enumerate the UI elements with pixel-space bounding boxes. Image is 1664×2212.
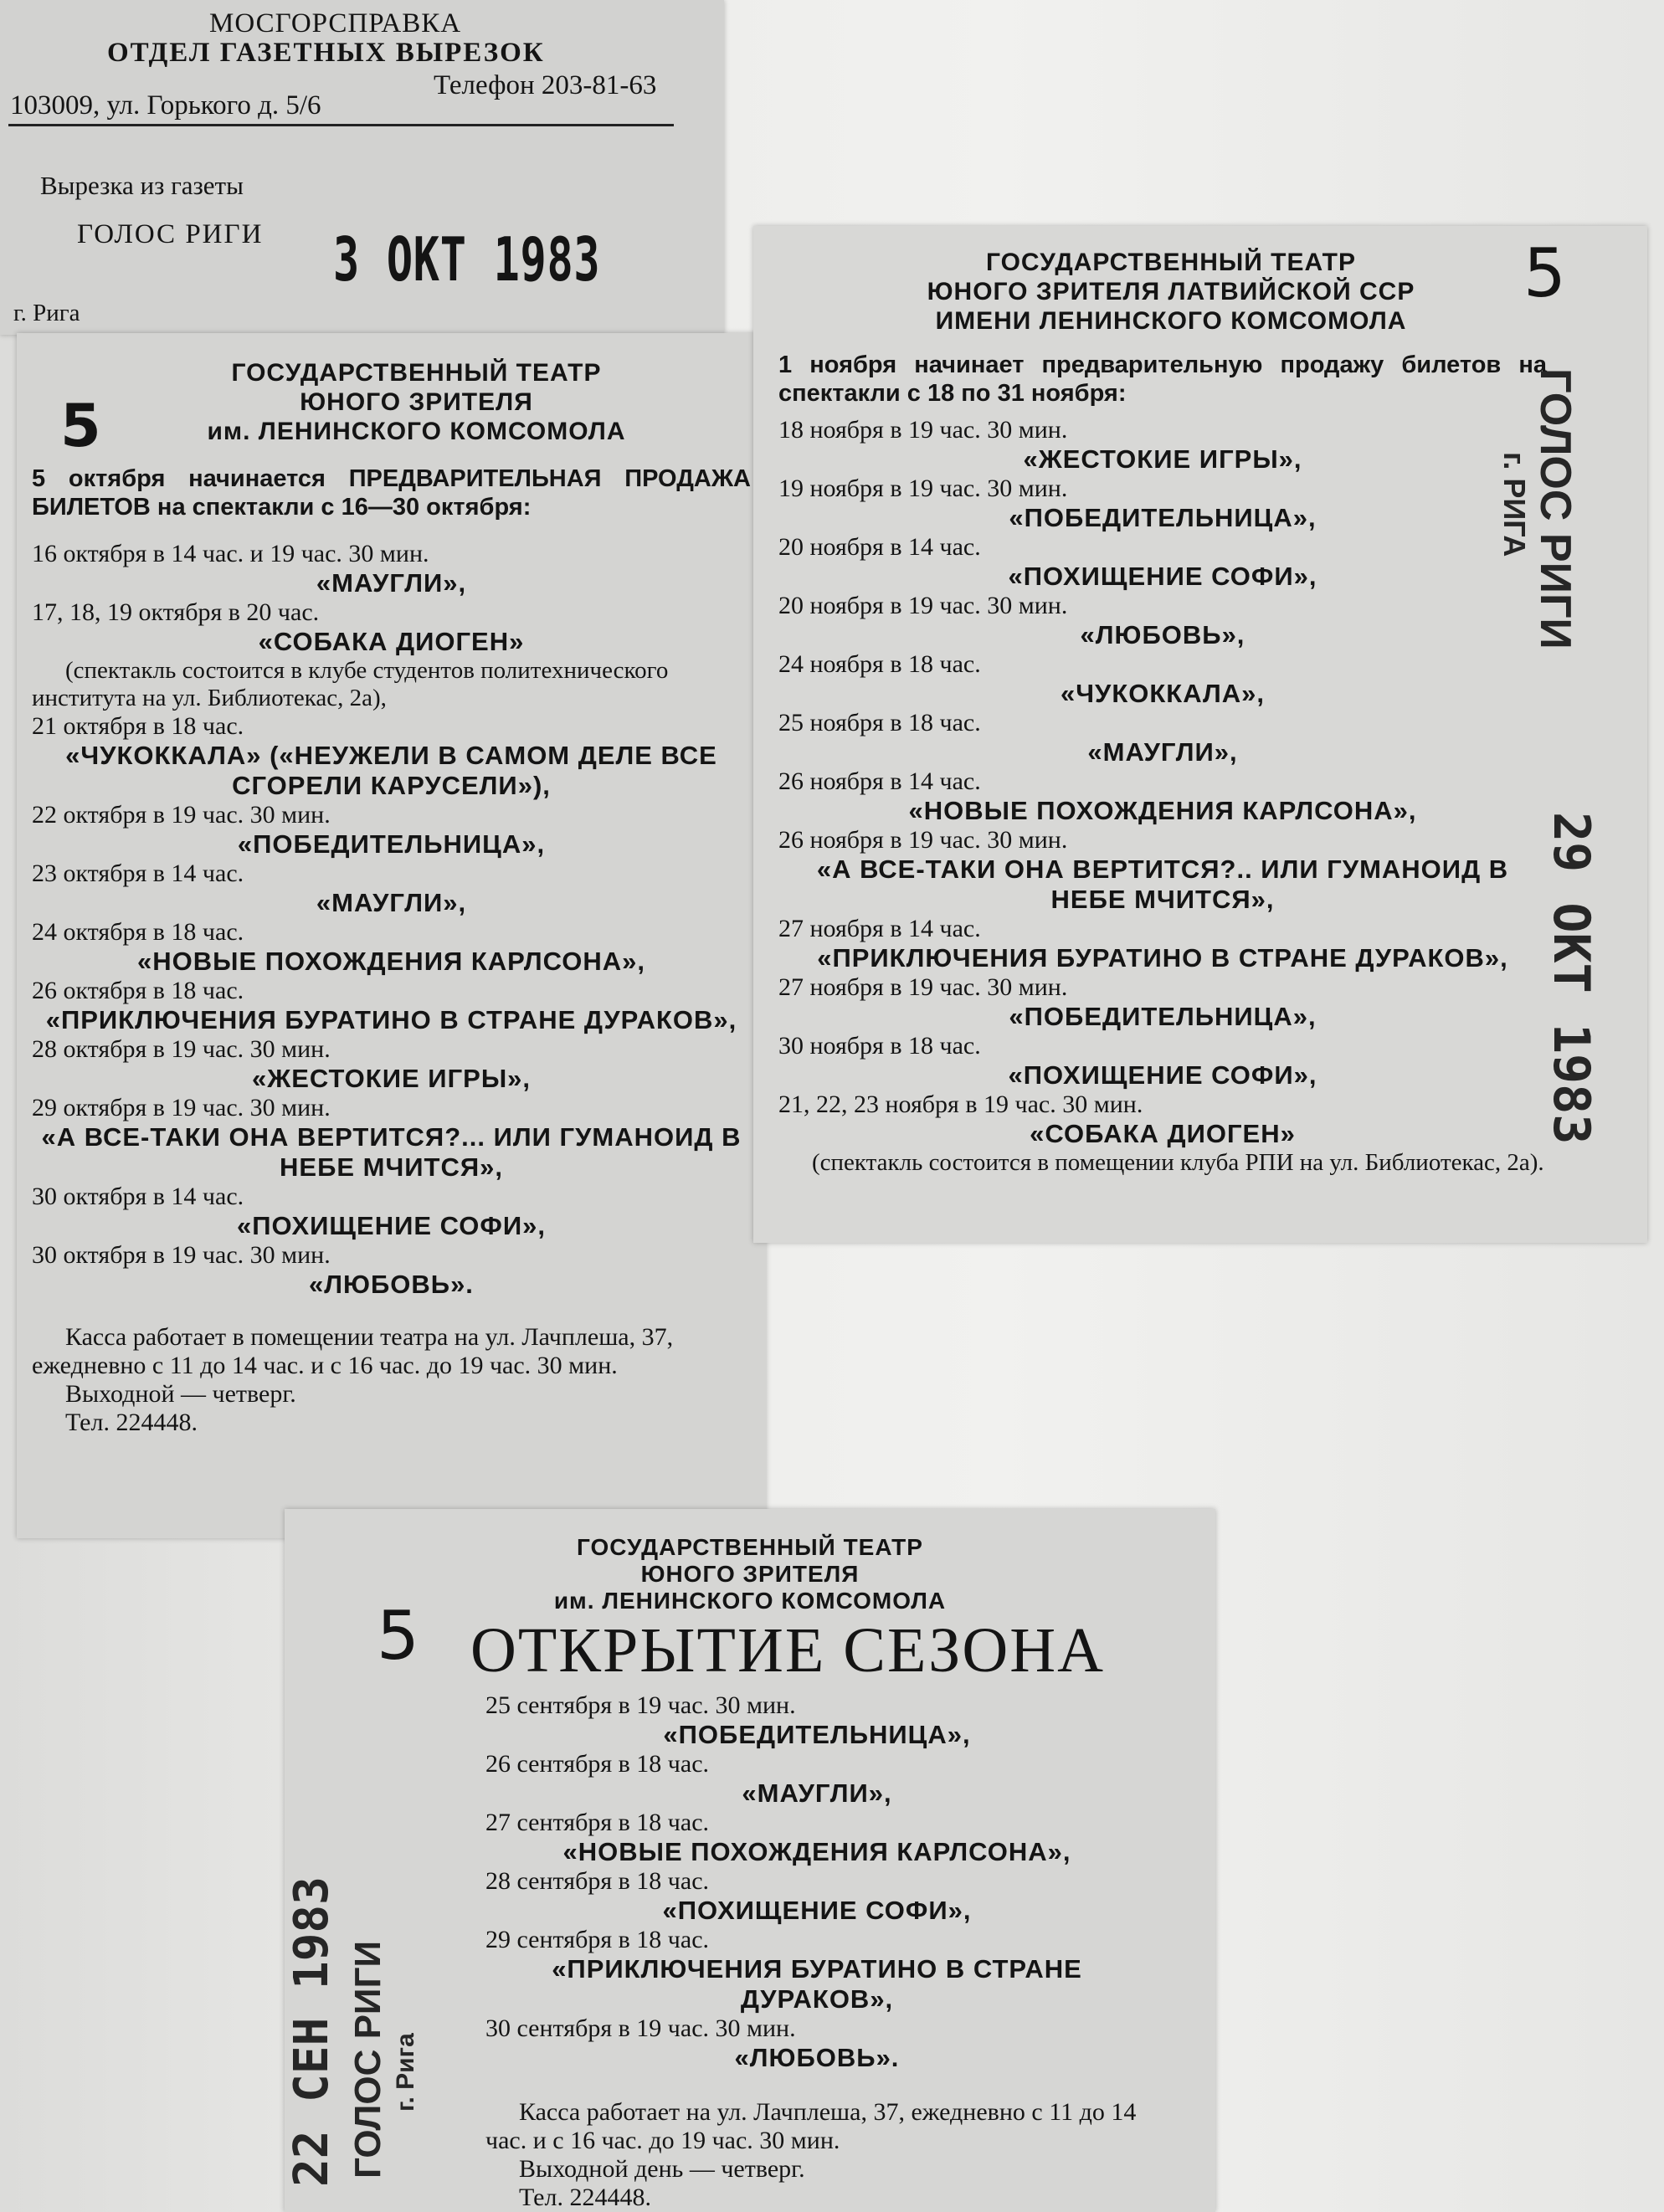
performance-time: 20 ноября в 19 час. 30 мин. bbox=[778, 592, 1068, 619]
slip-address: 103009, ул. Горького д. 5/6 bbox=[10, 90, 321, 121]
performance-time: 30 ноября в 18 час. bbox=[778, 1032, 981, 1060]
paper-stamp: ГОЛОС РИГИ bbox=[347, 1940, 388, 2179]
clipping-september bbox=[285, 1509, 1215, 2212]
season-opening-title: ОТКРЫТИЕ СЕЗОНА bbox=[470, 1615, 1106, 1686]
performance-title: «ПОБЕДИТЕЛЬНИЦА», bbox=[1009, 1002, 1317, 1031]
performance-time: 20 ноября в 14 час. bbox=[778, 533, 981, 561]
performance-time: 19 ноября в 19 час. 30 мин. bbox=[778, 475, 1068, 502]
performance-time: 18 ноября в 19 час. 30 мин. bbox=[778, 416, 1068, 444]
header-line: ИМЕНИ ЛЕНИНСКОГО КОМСОМОЛА bbox=[935, 307, 1407, 335]
performance-title: «НОВЫЕ ПОХОЖДЕНИЯ КАРЛСОНА», bbox=[136, 947, 646, 976]
clipping-november bbox=[753, 226, 1647, 1243]
performance-time: 26 ноября в 14 час. bbox=[778, 767, 981, 795]
performance-title: «ПОХИЩЕНИЕ СОФИ», bbox=[1008, 562, 1317, 591]
phone-number: Тел. 224448. bbox=[65, 1409, 198, 1436]
performance-time: 30 сентября в 19 час. 30 мин. bbox=[485, 2014, 796, 2042]
slip-date-stamp: 3 ОКТ 1983 bbox=[333, 224, 601, 295]
header-line: ЮНОГО ЗРИТЕЛЯ bbox=[300, 388, 533, 416]
performance-time: 30 октября в 19 час. 30 мин. bbox=[32, 1241, 331, 1269]
performance-title: «ПОХИЩЕНИЕ СОФИ», bbox=[1008, 1060, 1317, 1090]
header-line: ГОСУДАРСТВЕННЫЙ ТЕАТР bbox=[985, 249, 1356, 276]
performance-time: 23 октября в 14 час. bbox=[32, 860, 244, 887]
box-office-hours: Касса работает на ул. Лачплеша, 37, ежедневно с 11 до 14 час. и с 16 час. до 19 час. 30 мин. bbox=[485, 2098, 1137, 2154]
venue-note: (спектакль состоится в помещении клуба РПИ на ул. Библиотекас, 2а). bbox=[812, 1149, 1544, 1176]
performance-title: «НОВЫЕ ПОХОЖДЕНИЯ КАРЛСОНА», bbox=[562, 1837, 1071, 1866]
day-off: Выходной — четверг. bbox=[65, 1380, 296, 1408]
performance-time: 26 ноября в 19 час. 30 мин. bbox=[778, 826, 1068, 854]
performance-title: «МАУГЛИ», bbox=[316, 888, 467, 917]
performance-title: «ПОХИЩЕНИЕ СОФИ», bbox=[662, 1896, 972, 1925]
handwritten-mark: 5 bbox=[60, 392, 101, 460]
date-stamp: 29 ОКТ 1983 bbox=[1542, 812, 1600, 1145]
performance-time: 17, 18, 19 октября в 20 час. bbox=[32, 598, 320, 626]
phone-number: Тел. 224448. bbox=[519, 2184, 651, 2211]
slip-city: г. Рига bbox=[13, 300, 80, 326]
performance-title: «А ВСЕ-ТАКИ ОНА ВЕРТИТСЯ?... ИЛИ ГУМАНОИД В НЕБЕ МЧИТСЯ», bbox=[41, 1122, 742, 1182]
header-line: ГОСУДАРСТВЕННЫЙ ТЕАТР bbox=[231, 359, 602, 387]
performance-title: «ЖЕСТОКИЕ ИГРЫ», bbox=[251, 1064, 532, 1093]
performance-title: «ПОХИЩЕНИЕ СОФИ», bbox=[237, 1211, 546, 1240]
box-office-hours: Касса работает в помещении театра на ул. Лачплеша, 37, ежедневно с 11 до 14 час. и с 16 час. до 19 час. 30 мин. bbox=[32, 1323, 674, 1379]
performance-title: «НОВЫЕ ПОХОЖДЕНИЯ КАРЛСОНА», bbox=[908, 796, 1417, 825]
mosgorspravka-slip bbox=[0, 0, 724, 335]
performance-time: 30 октября в 14 час. bbox=[32, 1183, 244, 1210]
performance-time: 24 октября в 18 час. bbox=[32, 918, 244, 946]
performance-title: «МАУГЛИ», bbox=[1087, 737, 1238, 767]
performance-title: «ЧУКОККАЛА» («НЕУЖЕЛИ В САМОМ ДЕЛЕ ВСЕ СГОРЕЛИ КАРУСЕЛИ»), bbox=[65, 741, 717, 800]
schedule-list bbox=[778, 416, 1547, 1177]
handwritten-mark: 5 bbox=[377, 1597, 419, 1675]
performance-title: «ЧУКОККАЛА», bbox=[1061, 679, 1265, 708]
performance-time: 24 ноября в 18 час. bbox=[778, 650, 981, 678]
header-line: ГОСУДАРСТВЕННЫЙ ТЕАТР bbox=[577, 1534, 923, 1560]
performance-title: «ЖЕСТОКИЕ ИГРЫ», bbox=[1023, 444, 1302, 474]
performance-title: «СОБАКА ДИОГЕН» bbox=[258, 627, 525, 656]
performance-time: 29 сентября в 18 час. bbox=[485, 1926, 710, 1953]
performance-time: 25 ноября в 18 час. bbox=[778, 709, 981, 736]
city-stamp: г. РИГА bbox=[1497, 452, 1532, 557]
performance-time: 28 октября в 19 час. 30 мин. bbox=[32, 1035, 331, 1063]
performance-title: «ПРИКЛЮЧЕНИЯ БУРАТИНО В СТРАНЕ ДУРАКОВ», bbox=[552, 1954, 1082, 2014]
schedule-list bbox=[485, 1691, 1148, 2073]
city-stamp: г. Рига bbox=[392, 2033, 419, 2112]
day-off: Выходной день — четверг. bbox=[519, 2155, 805, 2183]
header-line: им. ЛЕНИНСКОГО КОМСОМОЛА bbox=[553, 1588, 947, 1614]
slip-org: МОСГОРСПРАВКА bbox=[209, 8, 462, 38]
performance-time: 28 сентября в 18 час. bbox=[485, 1867, 710, 1895]
handwritten-mark: 5 bbox=[1523, 234, 1566, 312]
clipping-october bbox=[17, 333, 766, 1538]
performance-title: «ЛЮБОВЬ». bbox=[309, 1270, 474, 1299]
header-line: ЮНОГО ЗРИТЕЛЯ ЛАТВИЙСКОЙ ССР bbox=[927, 278, 1415, 305]
performance-title: «ПОБЕДИТЕЛЬНИЦА», bbox=[1009, 503, 1317, 532]
performance-time: 26 сентября в 18 час. bbox=[485, 1750, 710, 1778]
performance-time: 21, 22, 23 ноября в 19 час. 30 мин. bbox=[778, 1091, 1143, 1118]
performance-title: «МАУГЛИ», bbox=[316, 568, 467, 598]
performance-title: «МАУГЛИ», bbox=[742, 1778, 892, 1808]
header-line: им. ЛЕНИНСКОГО КОМСОМОЛА bbox=[207, 418, 626, 445]
performance-title: «ПРИКЛЮЧЕНИЯ БУРАТИНО В СТРАНЕ ДУРАКОВ», bbox=[45, 1005, 737, 1034]
performance-title: «ПОБЕДИТЕЛЬНИЦА», bbox=[237, 829, 546, 859]
header-line: ЮНОГО ЗРИТЕЛЯ bbox=[640, 1561, 860, 1587]
performance-time: 25 сентября в 19 час. 30 мин. bbox=[485, 1691, 796, 1719]
performance-title: «ЛЮБОВЬ», bbox=[1080, 620, 1245, 649]
paper-stamp: ГОЛОС РИГИ bbox=[1531, 368, 1579, 649]
performance-time: 27 сентября в 18 час. bbox=[485, 1809, 710, 1836]
performance-time: 27 ноября в 19 час. 30 мин. bbox=[778, 973, 1068, 1001]
slip-dept: ОТДЕЛ ГАЗЕТНЫХ ВЫРЕЗОК bbox=[107, 38, 545, 68]
venue-note: (спектакль состоится в клубе студентов политехнического института на ул. Библиотекас, 2а), bbox=[32, 657, 669, 711]
theatre-header bbox=[753, 226, 1647, 336]
performance-time: 21 октября в 18 час. bbox=[32, 712, 244, 740]
performance-title: «ПОБЕДИТЕЛЬНИЦА», bbox=[663, 1720, 971, 1749]
date-stamp: 22 СЕН 1983 bbox=[285, 1876, 339, 2187]
slip-cut-from: Вырезка из газеты bbox=[40, 171, 244, 200]
performance-title: «А ВСЕ-ТАКИ ОНА ВЕРТИТСЯ?.. ИЛИ ГУМАНОИД В НЕБЕ МЧИТСЯ», bbox=[816, 855, 1509, 914]
performance-title: «ЛЮБОВЬ». bbox=[734, 2043, 900, 2072]
performance-time: 26 октября в 18 час. bbox=[32, 977, 244, 1004]
theatre-header bbox=[17, 333, 766, 446]
theatre-header bbox=[285, 1509, 1215, 1614]
presale-lead: 5 октября начинается ПРЕДВАРИТЕЛЬНАЯ ПРОДАЖА БИЛЕТОВ на спектакли с 16—30 октября: bbox=[32, 465, 751, 521]
slip-paper-name: ГОЛОС РИГИ bbox=[77, 219, 264, 249]
schedule-list bbox=[32, 540, 751, 1300]
slip-phone: Телефон 203-81-63 bbox=[434, 70, 657, 100]
performance-title: «ПРИКЛЮЧЕНИЯ БУРАТИНО В СТРАНЕ ДУРАКОВ», bbox=[817, 943, 1508, 973]
performance-time: 16 октября в 14 час. и 19 час. 30 мин. bbox=[32, 540, 429, 567]
performance-time: 29 октября в 19 час. 30 мин. bbox=[32, 1094, 331, 1121]
performance-time: 22 октября в 19 час. 30 мин. bbox=[32, 801, 331, 829]
performance-title: «СОБАКА ДИОГЕН» bbox=[1030, 1119, 1296, 1148]
performance-time: 27 ноября в 14 час. bbox=[778, 915, 981, 942]
slip-divider bbox=[8, 124, 674, 126]
presale-lead: 1 ноября начинает предварительную продажу билетов на спектакли с 18 по 31 ноября: bbox=[778, 352, 1547, 407]
